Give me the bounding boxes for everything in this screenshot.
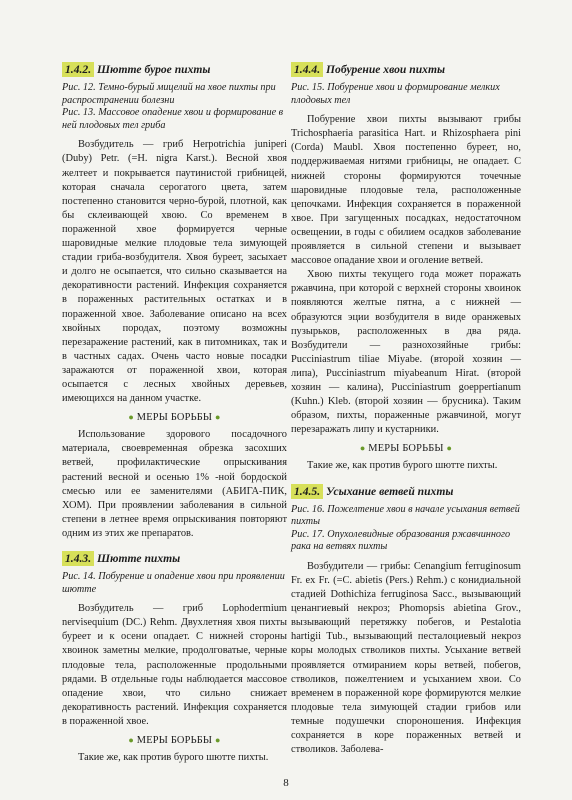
left-column xyxy=(62,62,287,765)
paragraph: Такие же, как против бурого шютте пихты. xyxy=(78,752,269,764)
bullet-icon: ● xyxy=(215,735,221,746)
measures-heading xyxy=(291,441,521,456)
paragraph: Возбудители — грибы: Cenangium ferruginosum Fr. ex Fr. (=C. abietis (Pers.) Rehm.) с конидиальной стадией Dothichiza ferruginosa Sacc., вызывающий ценангиевый некроз; Phomopsis abietina Grov., вызывающий перетяжку побегов, и Pestalotia hartigii Tub., вызывающий песталоциевый некроз коры молодых стволиков пихты. Усыхание ветвей проявляется отмиранием коры ветвей, побегов, стволиков, пожелтением и усыханием хвои. Со временем в пораженной коре формируются мелкие плодовые тела зимующей стадии грибов или темные подушечки спороношения. Инфекция сохраняется в коре пораженных ветвей и стволиков. Заболева- xyxy=(291,560,521,756)
measures-heading xyxy=(62,733,287,748)
paragraph: Такие же, как против бурого шютте пихты. xyxy=(307,460,498,472)
paragraph: Возбудитель — гриб Herpotrichia juniperi (Duby) Petr. (=H. nigra Karst.). Весной хвоя желтеет и покрывается паутинистой грибницей, которая сначала серогатого цвета, затем постепенно становится черно-бурой, плотной, как бы склеивающей хвою. Со временем в пораженной хвое формируется черные шаровидные мелкие плодовые тела зимующей стадии гриба-возбудителя. Хвоя буреет, засыхает и долго не осыпается, что сильно сказывается на декоративности растений. Инфекция сохраняется в пораженных растительных остатках и в пораженной хвое. Заболевание описано на всех хвойных породах, поэтому возможны перезаражение растений, как в питомниках, так и в частных садах. Очень часто новые посадки заражаются от пораженной хвои, которая осыпается с лесных хвойных деревьев, имеющихся на данном участке. xyxy=(62,139,287,405)
section-title: Усыхание ветвей пихты xyxy=(326,484,454,498)
measures-label: МЕРЫ БОРЬБЫ xyxy=(136,412,213,424)
measures-label: МЕРЫ БОРЬБЫ xyxy=(136,735,213,747)
section-heading-1-4-2 xyxy=(62,62,287,78)
paragraph: Побурение хвои пихты вызывают грибы Trichosphaeria parasitica Hart. и Rhizosphaera pini (Corda) Maubl. Хвоя постепенно буреет, но, поддерживаемая нитями грибницы, не опадает. С нижней стороны формируются точечные шаровидные плодовые тела, расположенные цепочками. Инфекция сохраняется в пораженной хвое. При загущенных посадках, недостаточном освещении, в годы с обилием осадков заболевание проявляется в сильной степени и вызывает массовое опадание хвои и оголение ветвей. xyxy=(291,114,521,267)
bullet-icon: ● xyxy=(128,735,134,746)
bullet-icon: ● xyxy=(359,443,366,454)
figure-caption: Рис. 13. Массовое опадение хвои и формирование в ней плодовых тел гриба xyxy=(62,107,284,131)
figure-caption: Рис. 14. Побурение и опадение хвои при проявлении шютте xyxy=(62,571,285,595)
page-number: 8 xyxy=(283,777,289,789)
measures-label: МЕРЫ БОРЬБЫ xyxy=(368,443,444,455)
figure-caption: Рис. 16. Пожелтение хвои в начале усыхания ветвей пихты xyxy=(291,503,520,528)
section-number: 1.4.3. xyxy=(62,551,94,566)
bullet-icon: ● xyxy=(128,412,134,423)
bullet-icon: ● xyxy=(446,443,453,454)
measures-heading xyxy=(62,410,287,425)
section-number: 1.4.2. xyxy=(62,62,94,77)
section-number: 1.4.5. xyxy=(291,484,323,499)
paragraph: Возбудитель — гриб Lophodermium nervisequium (DC.) Rehm. Двухлетняя хвоя пихты буреет и к осени опадает. С нижней стороны хвоинок заметны мелкие, продолговатые, черные плодовые тела, расположенные продольными рядами. В отдельные годы наблюдается массовое опадение хвои, что сильно снижает декоративность растений. Инфекция сохраняется в пораженной хвое. xyxy=(62,603,287,727)
paragraph: Использование здорового посадочного материала, своевременная обрезка засохших ветвей, профилактические опрыскивания растений весной и осенью 1% -ной бордоской смесью или ее заменителями (АБИГА-ПИК, ХОМ). При проявлении заболевания в сильной степени в летнее время опрыскивания повторяют одним из этих же препаратов. xyxy=(62,429,287,539)
section-heading-1-4-4 xyxy=(291,62,521,78)
section-heading-1-4-3 xyxy=(62,551,287,567)
right-column xyxy=(291,62,521,757)
paragraph: Хвою пихты текущего года может поражать ржавчина, при которой с верхней стороны хвоинок появляются желтые пятна, а с нижней — образуются эции возбудителя в виде оранжевых пузырьков, расположенных в два ряда. Возбудители — разнохозяйные грибы: Pucciniastrum tiliae Miyabe. (второй хозяин — липа), Pucciniastrum miyabeanum Hirat. (второй хозяин — калина), Pucciniastrum goeppertianum (Kuhn.) Kleb. (второй хозяин — брусника). Таким образом, пихты, пораженные ржавчиной, могут перезаражать липу и кустарники. xyxy=(291,269,521,436)
section-title: Шютте пихты xyxy=(97,552,181,565)
section-title: Шютте бурое пихты xyxy=(97,63,211,76)
section-number: 1.4.4. xyxy=(291,62,323,77)
figure-caption: Рис. 15. Побурение хвои и формирование мелких плодовых тел xyxy=(291,82,500,106)
bullet-icon: ● xyxy=(215,412,221,423)
figure-caption: Рис. 12. Темно-бурый мицелий на хвое пихты при распространении болезни xyxy=(62,82,276,106)
figure-caption: Рис. 17. Опухолевидные образования ржавчинного рака на ветвях пихты xyxy=(291,528,511,553)
section-title: Побурение хвои пихты xyxy=(326,63,446,76)
section-heading-1-4-5 xyxy=(291,484,521,500)
